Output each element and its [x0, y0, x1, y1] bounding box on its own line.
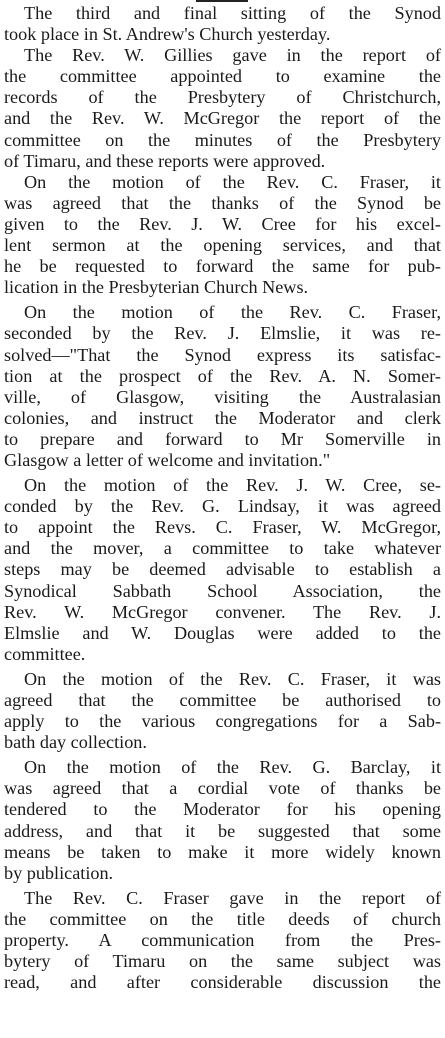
text-line: given to the Rev. J. W. Cree for his excel-: [4, 213, 441, 234]
paragraph-somerville-invitation: [4, 302, 441, 471]
text-line: and the Rev. W. McGregor the report of the: [4, 108, 441, 129]
article-column: [4, 3, 441, 993]
text-line: seconded by the Rev. J. Elmslie, it was re-: [4, 323, 441, 344]
text-line: committee.: [4, 643, 86, 664]
text-line: The Rev. W. Gillies gave in the report of: [24, 45, 441, 66]
paragraph-synod-sitting: [4, 3, 441, 45]
text-line: conded by the Rev. G. Lindsay, it was agreed: [4, 496, 441, 517]
text-line: to prepare and forward to Mr Somerville in: [4, 428, 441, 449]
text-line: was agreed that the thanks of the Synod be: [4, 192, 441, 213]
text-line: lent sermon at the opening services, and that: [4, 235, 441, 256]
text-line: Glasgow a letter of welcome and invitation.": [4, 449, 331, 470]
paragraph-sabbath-school: [4, 475, 441, 665]
paragraph-moderator-thanks: [4, 757, 441, 884]
text-line: of Timaru, and these reports were approved.: [4, 150, 326, 171]
text-line: bytery of Timaru on the same subject was: [4, 951, 441, 972]
text-line: On the motion of the Rev. G. Barclay, it: [24, 757, 441, 778]
text-line: by publication.: [4, 862, 114, 883]
text-line: On the motion of the Rev. J. W. Cree, se-: [24, 475, 441, 496]
text-line: read, and after considerable discussion the: [4, 972, 441, 993]
text-line: bath day collection.: [4, 732, 147, 753]
text-line: lication in the Presbyterian Church News.: [4, 277, 309, 298]
text-line: The Rev. C. Fraser gave in the report of: [24, 887, 441, 908]
text-line: means be taken to make it more widely known: [4, 841, 441, 862]
text-line: tion at the prospect of the Rev. A. N. Somer-: [4, 365, 441, 386]
text-line: property. A communication from the Pres-: [4, 930, 441, 951]
text-line: he be requested to forward the same for pub-: [4, 256, 441, 277]
text-line: address, and that it be suggested that some: [4, 820, 441, 841]
text-line: Elmslie and W. Douglas were added to the: [4, 622, 441, 643]
paragraph-sabbath-collection: [4, 669, 441, 753]
text-line: colonies, and instruct the Moderator and clerk: [4, 407, 441, 428]
text-line: took place in St. Andrew's Church yesterday.: [4, 24, 331, 45]
text-line: and the mover, a committee to take whatever: [4, 538, 441, 559]
text-line: steps may be deemed advisable to establish a: [4, 559, 441, 580]
text-line: Synodical Sabbath School Association, the: [4, 580, 441, 601]
text-line: apply to the various congregations for a Sab-: [4, 711, 441, 732]
text-line: records of the Presbytery of Christchurch,: [4, 87, 441, 108]
text-line: The third and final sitting of the Synod: [24, 3, 441, 23]
text-line: On the motion of the Rev. C. Fraser, it was: [24, 668, 441, 689]
text-line: agreed that the committee be authorised to: [4, 690, 441, 710]
text-line: the committee appointed to examine the: [4, 66, 441, 87]
text-line: was agreed that a cordial vote of thanks be: [4, 778, 441, 799]
top-rule: [196, 0, 248, 2]
text-line: On the motion of the Rev. C. Fraser,: [24, 302, 441, 323]
paragraph-thanks-cree: [4, 172, 441, 299]
text-line: to appoint the Revs. C. Fraser, W. McGregor,: [4, 517, 441, 538]
paragraph-committee-reports: [4, 45, 441, 172]
text-line: committee on the minutes of the Presbytery: [4, 129, 441, 150]
text-line: On the motion of the Rev. C. Fraser, it: [24, 171, 441, 192]
text-line: solved—"That the Synod express its satisfac-: [4, 344, 441, 365]
text-line: tendered to the Moderator for his opening: [4, 799, 441, 820]
text-line: ville, of Glasgow, visiting the Australasian: [4, 386, 441, 407]
text-line: Rev. W. McGregor convener. The Rev. J.: [4, 601, 441, 622]
paragraph-title-deeds: [4, 888, 441, 993]
text-line: the committee on the title deeds of church: [4, 908, 441, 929]
